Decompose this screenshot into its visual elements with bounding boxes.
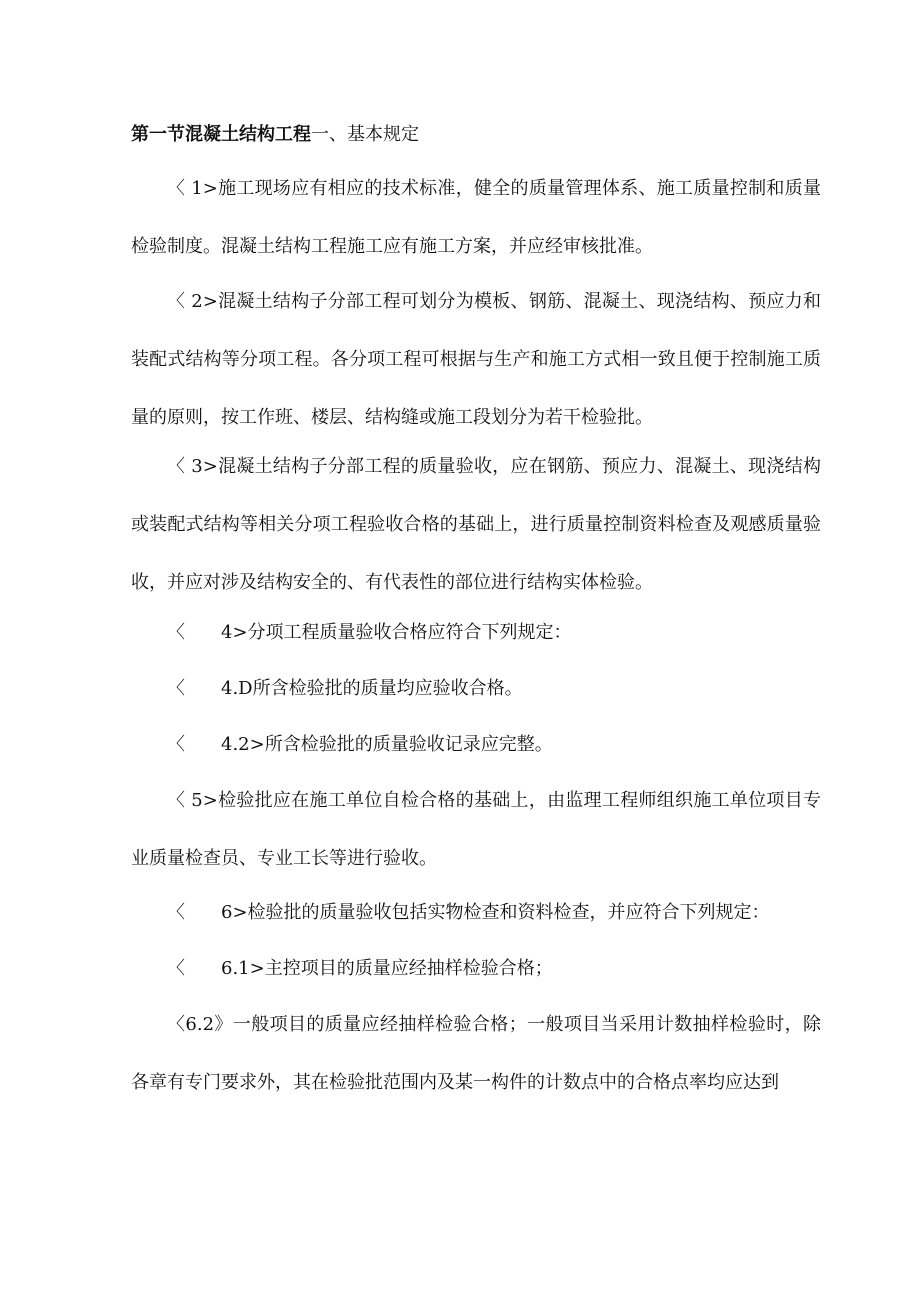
paragraph-4-prefix: 〈 — [167, 622, 185, 643]
paragraph-9-prefix: 〈 — [167, 958, 185, 979]
paragraph-6 — [131, 716, 821, 774]
paragraph-6-prefix: 〈 — [167, 734, 185, 755]
paragraph-4 — [131, 604, 821, 662]
paragraph-2 — [131, 273, 821, 447]
paragraph-7 — [131, 772, 821, 888]
paragraph-10-text: 〈6.2》一般项目的质量应经抽样检验合格；一般项目当采用计数抽样检验时，除各章有专门要求外，其在检验批范围内及某一构件的计数点中的合格点率均应达到 — [131, 1014, 821, 1093]
paragraph-7-text: 5>检验批应在施工单位自检合格的基础上，由监理工程师组织施工单位项目专业质量检查员、专业工长等进行验收。 — [131, 790, 821, 869]
section-title: 第一节混凝土结构工程 — [131, 124, 311, 145]
paragraph-3 — [131, 438, 821, 612]
paragraph-5 — [131, 660, 821, 718]
paragraph-9-text: 6.1>主控项目的质量应经抽样检验合格； — [221, 958, 553, 979]
paragraph-1-text: 1>施工现场应有相应的技术标准，健全的质量管理体系、施工质量控制和质量检验制度。混凝土结构工程施工应有施工方案，并应经审核批准。 — [131, 178, 821, 257]
paragraph-7-prefix: 〈 — [167, 790, 192, 811]
paragraph-6-text: 4.2>所含检验批的质量验收记录应完整。 — [221, 734, 553, 755]
paragraph-5-prefix: 〈 — [167, 678, 185, 699]
paragraph-9 — [131, 940, 821, 998]
paragraph-3-text: 3>混凝土结构子分部工程的质量验收，应在钢筋、预应力、混凝土、现浇结构或装配式结构等相关分项工程验收合格的基础上，进行质量控制资料检查及观感质量验收，并应对涉及结构安全的、有代表性的部位进行结构实体检验。 — [131, 456, 821, 593]
paragraph-3-prefix: 〈 — [167, 456, 192, 477]
paragraph-8 — [131, 884, 821, 942]
paragraph-8-text: 6>检验批的质量验收包括实物检查和资料检查，并应符合下列规定： — [221, 902, 770, 923]
paragraph-2-prefix: 〈 — [167, 291, 192, 312]
paragraph-5-text: 4.D所含检验批的质量均应验收合格。 — [221, 678, 523, 699]
paragraph-1-prefix: 〈 — [167, 178, 192, 199]
paragraph-10 — [131, 996, 821, 1112]
section-heading — [131, 121, 831, 149]
subsection-title: 一、基本规定 — [311, 124, 419, 145]
paragraph-2-text: 2>混凝土结构子分部工程可划分为模板、钢筋、混凝土、现浇结构、预应力和装配式结构等分项工程。各分项工程可根据与生产和施工方式相一致且便于控制施工质量的原则，按工作班、楼层、结构缝或施工段划分为若干检验批。 — [131, 291, 821, 428]
paragraph-4-text: 4>分项工程质量验收合格应符合下列规定： — [221, 622, 572, 643]
paragraph-8-prefix: 〈 — [167, 902, 185, 923]
paragraph-1 — [131, 160, 821, 276]
